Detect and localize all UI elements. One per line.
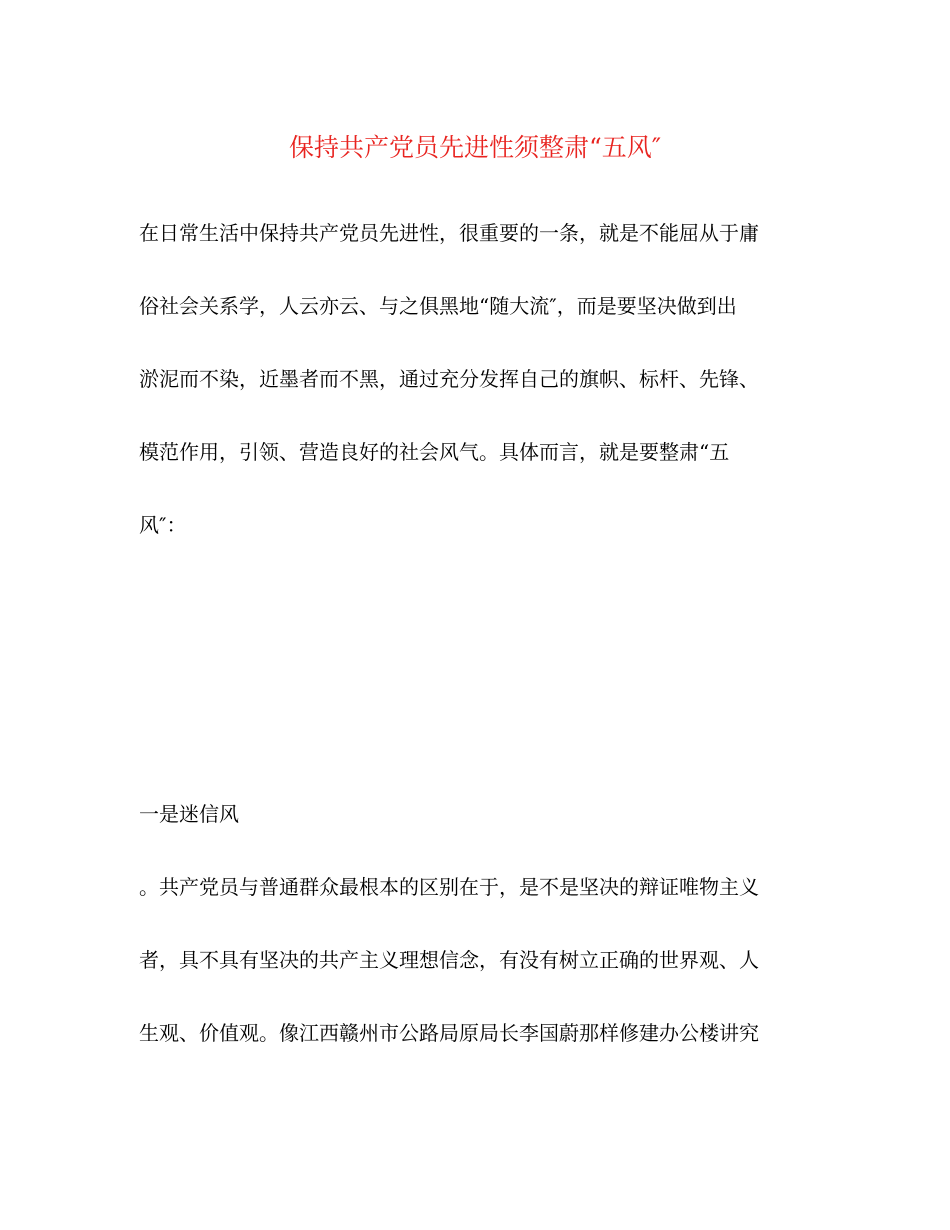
paragraph-2-line-2: 者，具不具有坚决的共产主义理想信念，有没有树立正确的世界观、人: [139, 948, 759, 972]
paragraph-2-line-1: 。共产党员与普通群众最根本的区别在于，是不是坚决的辩证唯物主义: [139, 875, 759, 899]
paragraph-1-line-5: 风″：: [139, 513, 187, 537]
section-heading: 一是迷信风: [139, 802, 239, 826]
paragraph-2-line-3: 生观、价值观。像江西赣州市公路局原局长李国蔚那样修建办公楼讲究: [139, 1021, 759, 1045]
paragraph-1-line-3: 淤泥而不染，近墨者而不黑，通过充分发挥自己的旗帜、标杆、先锋、: [139, 367, 759, 391]
document-title: 保持共产党员先进性须整肃“五风″: [288, 133, 662, 162]
paragraph-1-line-4: 模范作用，引领、营造良好的社会风气。具体而言，就是要整肃“五: [139, 440, 730, 464]
paragraph-1-line-1: 在日常生活中保持共产党员先进性，很重要的一条，就是不能屈从于庸: [139, 221, 759, 245]
paragraph-1-line-2: 俗社会关系学，人云亦云、与之俱黑地“随大流″，而是要坚决做到出: [139, 294, 737, 318]
